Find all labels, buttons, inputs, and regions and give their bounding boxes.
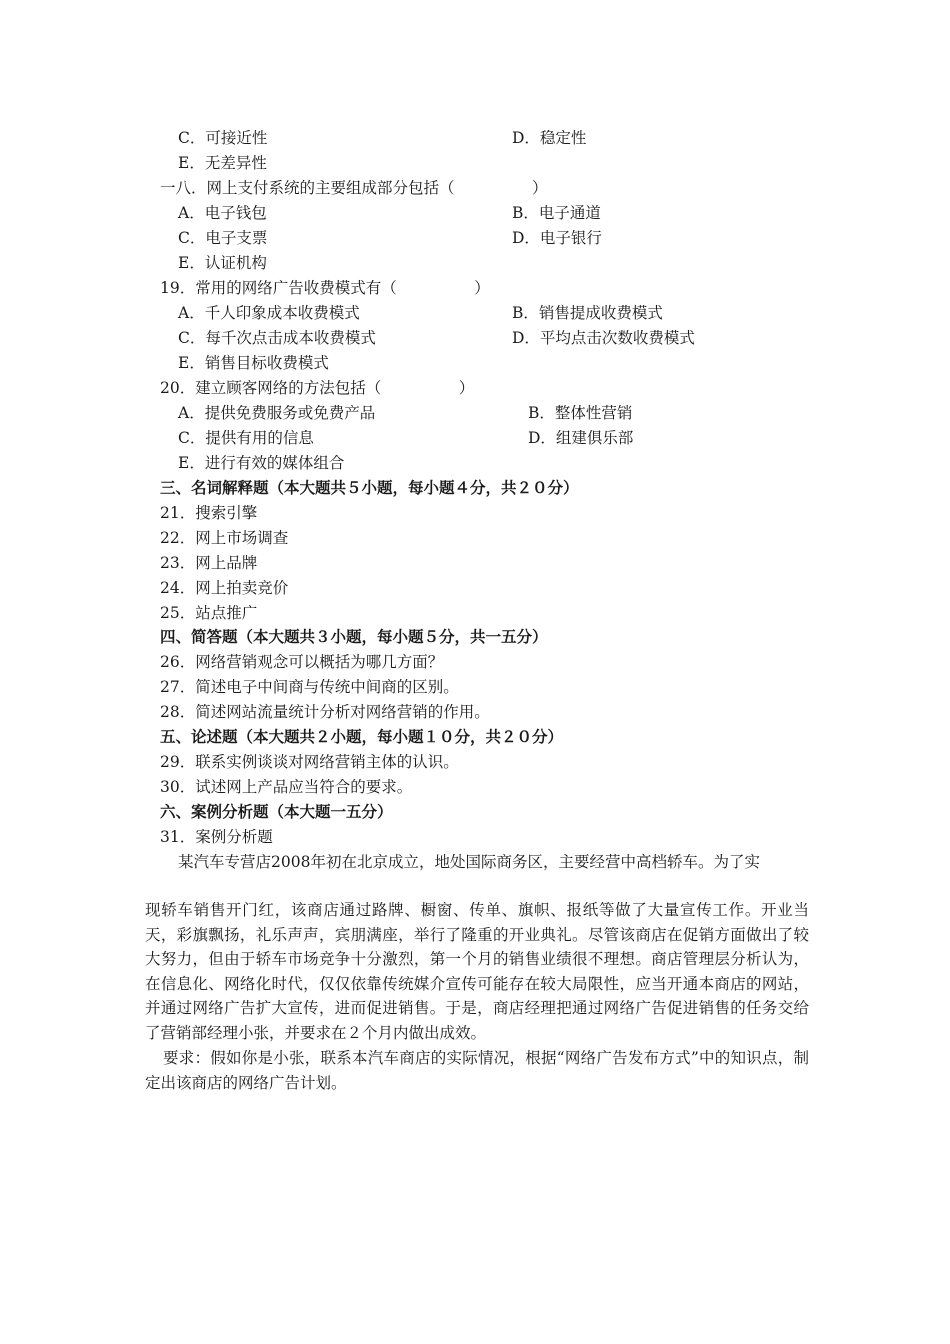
q19-stem: 19．常用的网络广告收费模式有（ ） xyxy=(160,279,490,297)
q20-option-a: A．提供免费服务或免费产品 xyxy=(178,404,376,422)
q19-option-a: A．千人印象成本收费模式 xyxy=(178,304,360,322)
q20-option-e: E．进行有效的媒体组合 xyxy=(178,454,345,472)
section5-item-30: 30．试述网上产品应当符合的要求。 xyxy=(160,778,413,796)
section5-item-29: 29．联系实例谈谈对网络营销主体的认识。 xyxy=(160,753,459,771)
section3-item-25: 25．站点推广 xyxy=(160,604,258,622)
q17-option-d: D．稳定性 xyxy=(512,129,587,147)
section3-item-22: 22．网上市场调查 xyxy=(160,529,289,547)
section4-item-26: 26．网络营销观念可以概括为哪几方面？ xyxy=(160,653,444,671)
section3-item-23: 23．网上品牌 xyxy=(160,554,258,572)
case-body-paragraph: 现轿车销售开门红，该商店通过路牌、橱窗、传单、旗帜、报纸等做了大量宣传工作。开业当天，彩旗飘扬，礼乐声声，宾朋满座，举行了隆重的开业典礼。尽管该商店在促销方面做出了较大努力，但由于轿车市场竞争十分激烈，第一个月的销售业绩很不理想。商店管理层分析认为，在信息化、网络化时代，仅仅依靠传统媒介宣传可能存在较大局限性，应当开通本商店的网站，并通过网络广告扩大宣传，进而促进销售。于是，商店经理把通过网络广告促进销售的任务交给了营销部经理小张，并要求在２个月内做出成效。 xyxy=(145,901,809,1042)
q17-option-e: E．无差异性 xyxy=(178,154,267,172)
case-first-line: 某汽车专营店2008年初在北京成立，地处国际商务区，主要经营中高档轿车。为了实 xyxy=(178,853,760,871)
q17-option-c: C．可接近性 xyxy=(178,129,268,147)
case-requirement: 要求：假如你是小张，联系本汽车商店的实际情况，根据“网络广告发布方式”中的知识点，制定出该商店的网络广告计划。 xyxy=(145,1049,809,1092)
section6-heading: 六、案例分析题（本大题一五分） xyxy=(160,803,393,821)
q18-option-b: B．电子通道 xyxy=(512,204,601,222)
q19-option-d: D．平均点击次数收费模式 xyxy=(512,329,695,347)
q18-stem: 一八．网上支付系统的主要组成部分包括（ ） xyxy=(160,179,548,197)
section4-heading: 四、简答题（本大题共３小题，每小题５分，共一五分） xyxy=(160,628,548,646)
q18-option-d: D．电子银行 xyxy=(512,229,602,247)
q20-option-b: B．整体性营销 xyxy=(528,404,633,422)
q20-option-d: D．组建俱乐部 xyxy=(528,429,634,447)
q18-option-a: A．电子钱包 xyxy=(178,204,267,222)
q19-option-b: B．销售提成收费模式 xyxy=(512,304,663,322)
section3-item-21: 21．搜索引擎 xyxy=(160,504,258,522)
q20-option-c: C．提供有用的信息 xyxy=(178,429,314,447)
q18-option-e: E．认证机构 xyxy=(178,254,267,272)
q18-option-c: C．电子支票 xyxy=(178,229,268,247)
section6-item-31: 31．案例分析题 xyxy=(160,828,273,846)
q20-stem: 20．建立顾客网络的方法包括（ ） xyxy=(160,379,475,397)
section4-item-27: 27．简述电子中间商与传统中间商的区别。 xyxy=(160,678,459,696)
section5-heading: 五、论述题（本大题共２小题，每小题１０分，共２０分） xyxy=(160,728,564,746)
section4-item-28: 28．简述网站流量统计分析对网络营销的作用。 xyxy=(160,703,490,721)
q19-option-c: C．每千次点击成本收费模式 xyxy=(178,329,376,347)
q19-option-e: E．销售目标收费模式 xyxy=(178,354,329,372)
section3-heading: 三、名词解释题（本大题共５小题，每小题４分，共２０分） xyxy=(160,479,579,497)
section3-item-24: 24．网上拍卖竞价 xyxy=(160,579,289,597)
